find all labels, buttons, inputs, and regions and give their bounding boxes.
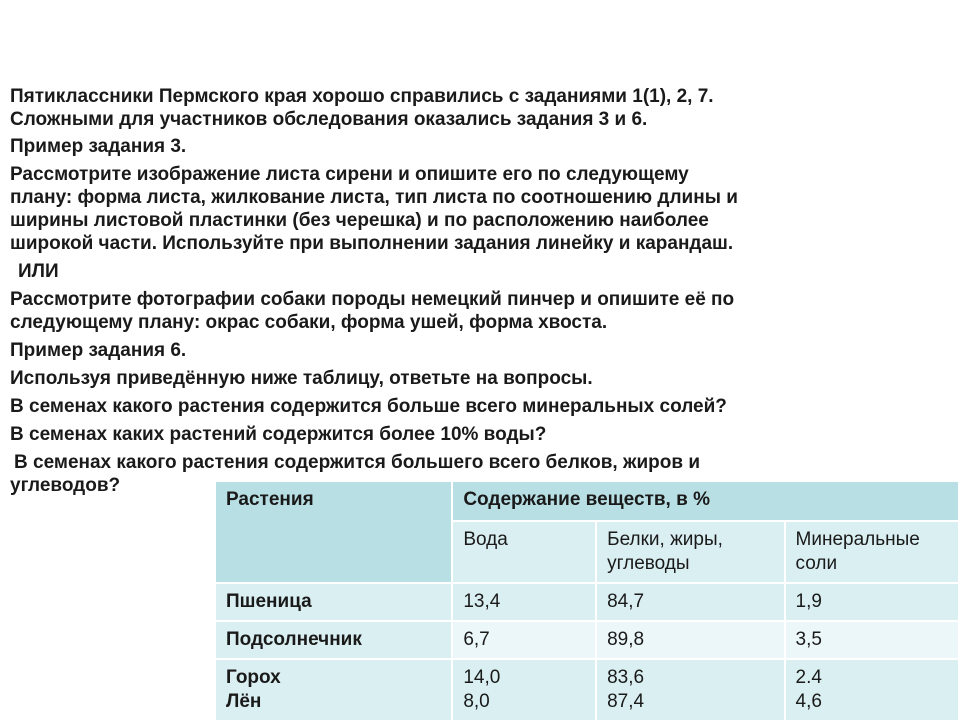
task-3-alt-line-2: следующему плану: окрас собаки, форма ушей, форма хвоста. [10, 312, 608, 333]
slide-body-text [10, 85, 955, 502]
bju-value: 83,6 [607, 667, 645, 688]
cell-bju: 84,7 [596, 583, 784, 621]
task-6-instruction: Используя приведённую ниже таблицу, ответьте на вопросы. [10, 368, 593, 389]
header-water: Вода [452, 521, 596, 583]
header-bju: Белки, жиры, углеводы [596, 521, 784, 583]
water-value: 14,0 [463, 667, 501, 688]
cell-minerals [785, 659, 959, 721]
results-line-1: Пятиклассники Пермского края хорошо справились с заданиями 1(1), 2, 7. [10, 86, 714, 107]
cell-water: 6,7 [452, 621, 596, 659]
cell-plant: Подсолнечник [215, 621, 452, 659]
plant-name: Горох [226, 667, 281, 688]
water-value: 8,0 [463, 691, 490, 712]
cell-plant [215, 659, 452, 721]
task-3-line-1: Рассмотрите изображение листа сирени и опишите его по следующему [10, 164, 689, 185]
table-row [215, 621, 959, 659]
question-water: В семенах каких растений содержится более 10% воды? [10, 424, 547, 445]
cell-water: 13,4 [452, 583, 596, 621]
cell-bju [596, 659, 784, 721]
seed-composition-table [214, 480, 960, 722]
bju-value: 87,4 [607, 691, 645, 712]
table-row [215, 659, 959, 721]
example-task-6-heading: Пример задания 6. [10, 340, 187, 361]
cell-minerals: 1,9 [785, 583, 959, 621]
cell-plant: Пшеница [215, 583, 452, 621]
plant-name: Лён [226, 691, 262, 712]
question-minerals: В семенах какого растения содержится больше всего минеральных солей? [10, 396, 727, 417]
paragraph-results [10, 85, 955, 131]
paragraph-task-3-alt [10, 288, 955, 334]
question-bju-line-2: углеводов? [10, 475, 121, 496]
header-minerals: Минеральные соли [785, 521, 959, 583]
task-3-line-3: ширины листовой пластинки (без черешка) и по расположению наиболее [10, 210, 709, 231]
header-plants: Растения [215, 481, 452, 583]
cell-minerals: 3,5 [785, 621, 959, 659]
task-3-line-4: широкой части. Используйте при выполнении задания линейку и карандаш. [10, 233, 734, 254]
example-task-3-heading: Пример задания 3. [10, 136, 187, 157]
table-header-row [215, 481, 959, 521]
minerals-value: 4,6 [795, 691, 822, 712]
task-3-line-2: плану: форма листа, жилкование листа, тип листа по соотношению длины и [10, 187, 738, 208]
question-bju-line-1: В семенах какого растения содержится большего всего белков, жиров и [14, 452, 700, 473]
paragraph-task-3 [10, 163, 955, 255]
results-line-2: Сложными для участников обследования оказались задания 3 и 6. [10, 109, 648, 130]
minerals-value: 2.4 [795, 667, 822, 688]
task-3-alt-line-1: Рассмотрите фотографии собаки породы немецкий пинчер и опишите её по [10, 289, 735, 310]
or-separator: ИЛИ [18, 261, 59, 282]
table-row [215, 583, 959, 621]
header-content: Содержание веществ, в % [452, 481, 959, 521]
cell-bju: 89,8 [596, 621, 784, 659]
cell-water [452, 659, 596, 721]
